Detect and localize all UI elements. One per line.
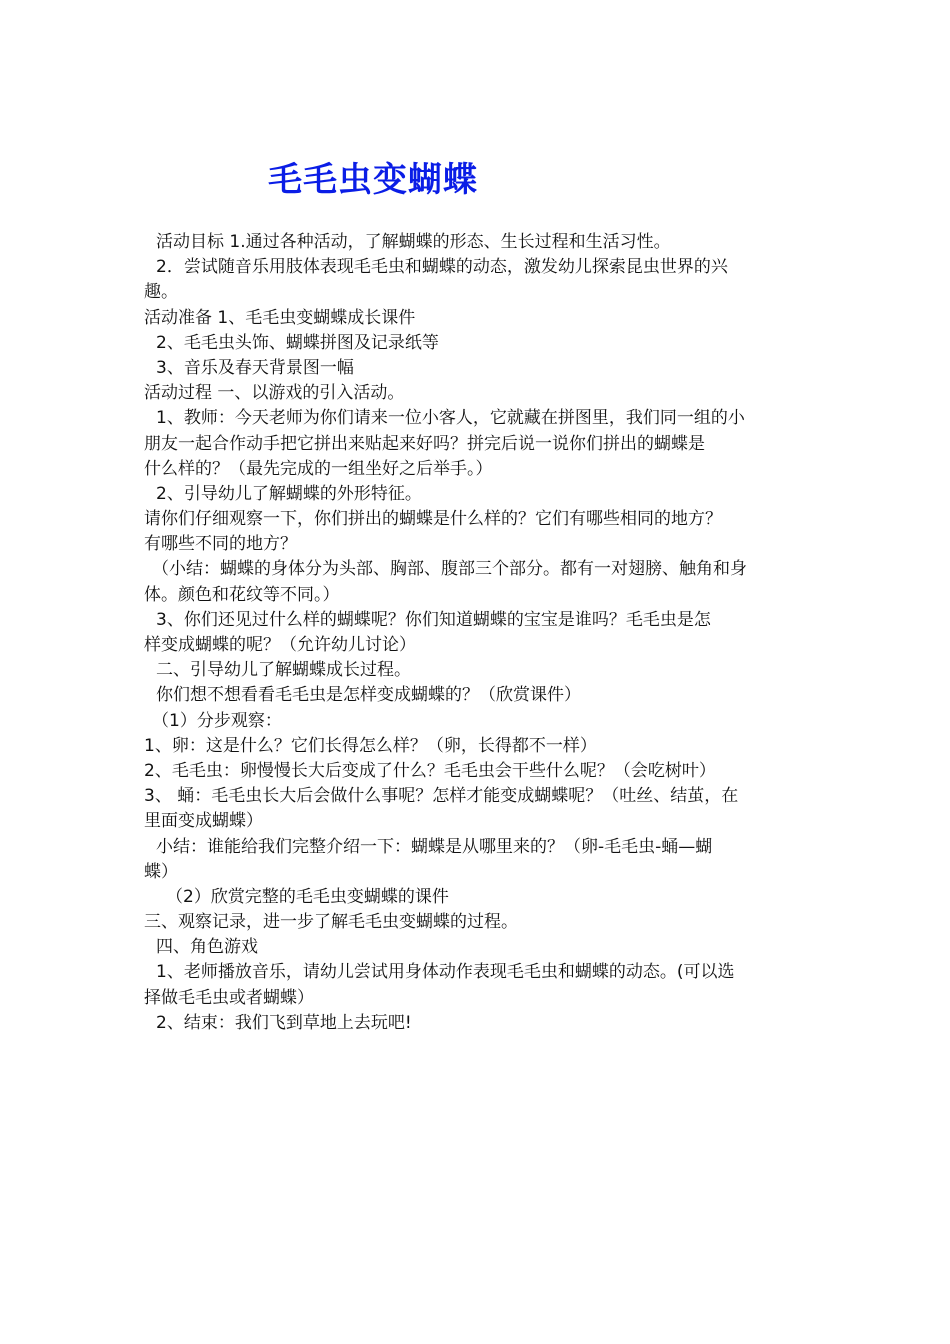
paragraph-line: 样变成蝴蝶的呢？（允许幼儿讨论） bbox=[144, 635, 416, 655]
paragraph-line: 趣。 bbox=[144, 282, 178, 303]
paragraph-line: 体。颜色和花纹等不同。） bbox=[144, 584, 340, 605]
paragraph-line: 3、你们还见过什么样的蝴蝶呢？你们知道蝴蝶的宝宝是谁吗？毛毛虫是怎 bbox=[156, 609, 711, 630]
paragraph-line: 1、卵：这是什么？它们长得怎么样？（卵，长得都不一样） bbox=[144, 735, 597, 756]
paragraph-line: 请你们仔细观察一下，你们拼出的蝴蝶是什么样的？它们有哪些相同的地方？ bbox=[144, 509, 722, 530]
paragraph-line: 3、 蛹：毛毛虫长大后会做什么事呢？怎样才能变成蝴蝶呢？（吐丝、结茧，在 bbox=[144, 786, 739, 807]
paragraph-line: 2、毛毛虫：卵慢慢长大后变成了什么？毛毛虫会干些什么呢？（会吃树叶） bbox=[144, 760, 716, 781]
paragraph-line: 三、观察记录，进一步了解毛毛虫变蝴蝶的过程。 bbox=[144, 912, 518, 933]
paragraph-line: 四、角色游戏 bbox=[156, 937, 258, 958]
paragraph-line: 什么样的？（最先完成的一组坐好之后举手。） bbox=[144, 458, 493, 479]
paragraph-line: 3、音乐及春天背景图一幅 bbox=[156, 357, 354, 378]
paragraph-line: 小结：谁能给我们完整介绍一下：蝴蝶是从哪里来的？（卵-毛毛虫-蛹—蝴 bbox=[156, 836, 713, 857]
paragraph-line: 有哪些不同的地方？ bbox=[144, 534, 297, 555]
paragraph-line: 2、毛毛虫头饰、蝴蝶拼图及记录纸等 bbox=[156, 332, 439, 353]
paragraph-line: 活动目标 1.通过各种活动，了解蝴蝶的形态、生长过程和生活习性。 bbox=[156, 232, 671, 252]
paragraph-line: （1）分步观察： bbox=[152, 710, 282, 731]
paragraph-line: 活动过程 一、以游戏的引入活动。 bbox=[144, 383, 405, 404]
paragraph-line: 二、引导幼儿了解蝴蝶成长过程。 bbox=[156, 660, 411, 681]
document-title: 毛毛虫变蝴蝶 bbox=[268, 160, 478, 200]
paragraph-line: 里面变成蝴蝶） bbox=[144, 811, 263, 832]
paragraph-line: （2）欣赏完整的毛毛虫变蝴蝶的课件 bbox=[166, 886, 449, 907]
paragraph-line: 活动准备 1、毛毛虫变蝴蝶成长课件 bbox=[144, 307, 416, 328]
document-body bbox=[144, 230, 804, 1036]
paragraph-line: 蝶） bbox=[144, 861, 178, 882]
paragraph-line: 2．尝试随音乐用肢体表现毛毛虫和蝴蝶的动态，激发幼儿探索昆虫世界的兴 bbox=[156, 257, 728, 278]
paragraph-line: （小结：蝴蝶的身体分为头部、胸部、腹部三个部分。都有一对翅膀、触角和身 bbox=[152, 559, 747, 580]
paragraph-line: 你们想不想看看毛毛虫是怎样变成蝴蝶的？（欣赏课件） bbox=[156, 685, 581, 706]
paragraph-line: 1、老师播放音乐，请幼儿尝试用身体动作表现毛毛虫和蝴蝶的动态。(可以选 bbox=[156, 962, 735, 983]
paragraph-line: 2、引导幼儿了解蝴蝶的外形特征。 bbox=[156, 483, 422, 504]
paragraph-line: 2、结束：我们飞到草地上去玩吧! bbox=[156, 1012, 412, 1033]
paragraph-line: 择做毛毛虫或者蝴蝶） bbox=[144, 987, 314, 1008]
paragraph-line: 1、教师：今天老师为你们请来一位小客人，它就藏在拼图里，我们同一组的小 bbox=[156, 408, 745, 429]
paragraph-line: 朋友一起合作动手把它拼出来贴起来好吗？拼完后说一说你们拼出的蝴蝶是 bbox=[144, 433, 705, 454]
